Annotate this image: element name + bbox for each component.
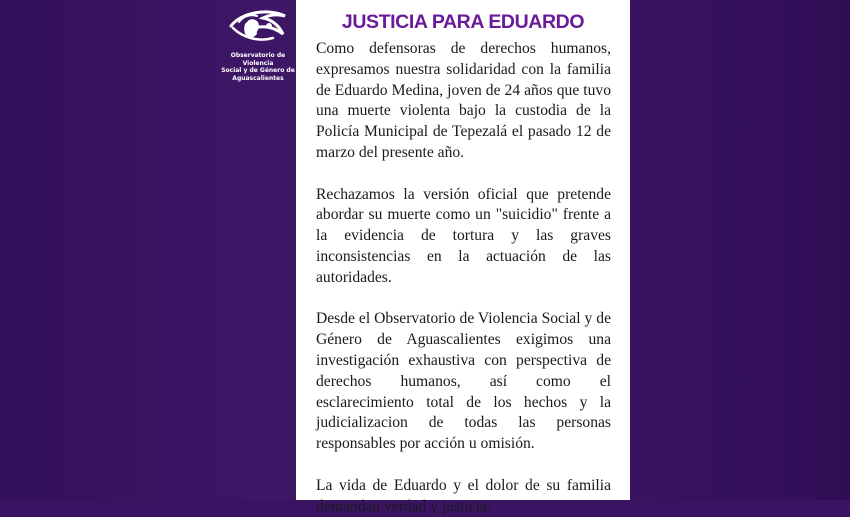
statement-document: [296, 0, 630, 515]
organization-logo: [218, 8, 298, 82]
document-body: [316, 39, 611, 517]
woman-profile-eye-logo-icon: [229, 8, 287, 44]
paragraph-rejection: Rechazamos la versión oficial que pretende abordar su muerte como un "suicidio" frente a la evidencia de tortura y las graves inconsistencias en la actuación de las autoridades.: [316, 185, 611, 286]
organization-name: Observatorio de Violencia Social y de Género de Aguascalientes: [221, 52, 295, 82]
paragraph-demand: Desde el Observatorio de Violencia Social y de Género de Aguascalientes exigimos una investigación exhaustiva con perspectiva de derechos humanos, así como el esclarecimiento total de los hechos y la judicializacion de todas las personas responsables por acción u omisión.: [316, 310, 611, 453]
paragraph-solidarity: Como defensoras de derechos humanos, expresamos nuestra solidaridad con la familia de Eduardo Medina, joven de 24 años que tuvo una muerte violenta bajo la custodia de la Policía Municipal de Tepezalá el pasado 12 de marzo del presente año.: [316, 40, 611, 161]
document-title: JUSTICIA PARA EDUARDO: [341, 11, 585, 33]
paragraph-closing: La vida de Eduardo y el dolor de su familia demandan verdad y justicia.: [316, 476, 611, 515]
